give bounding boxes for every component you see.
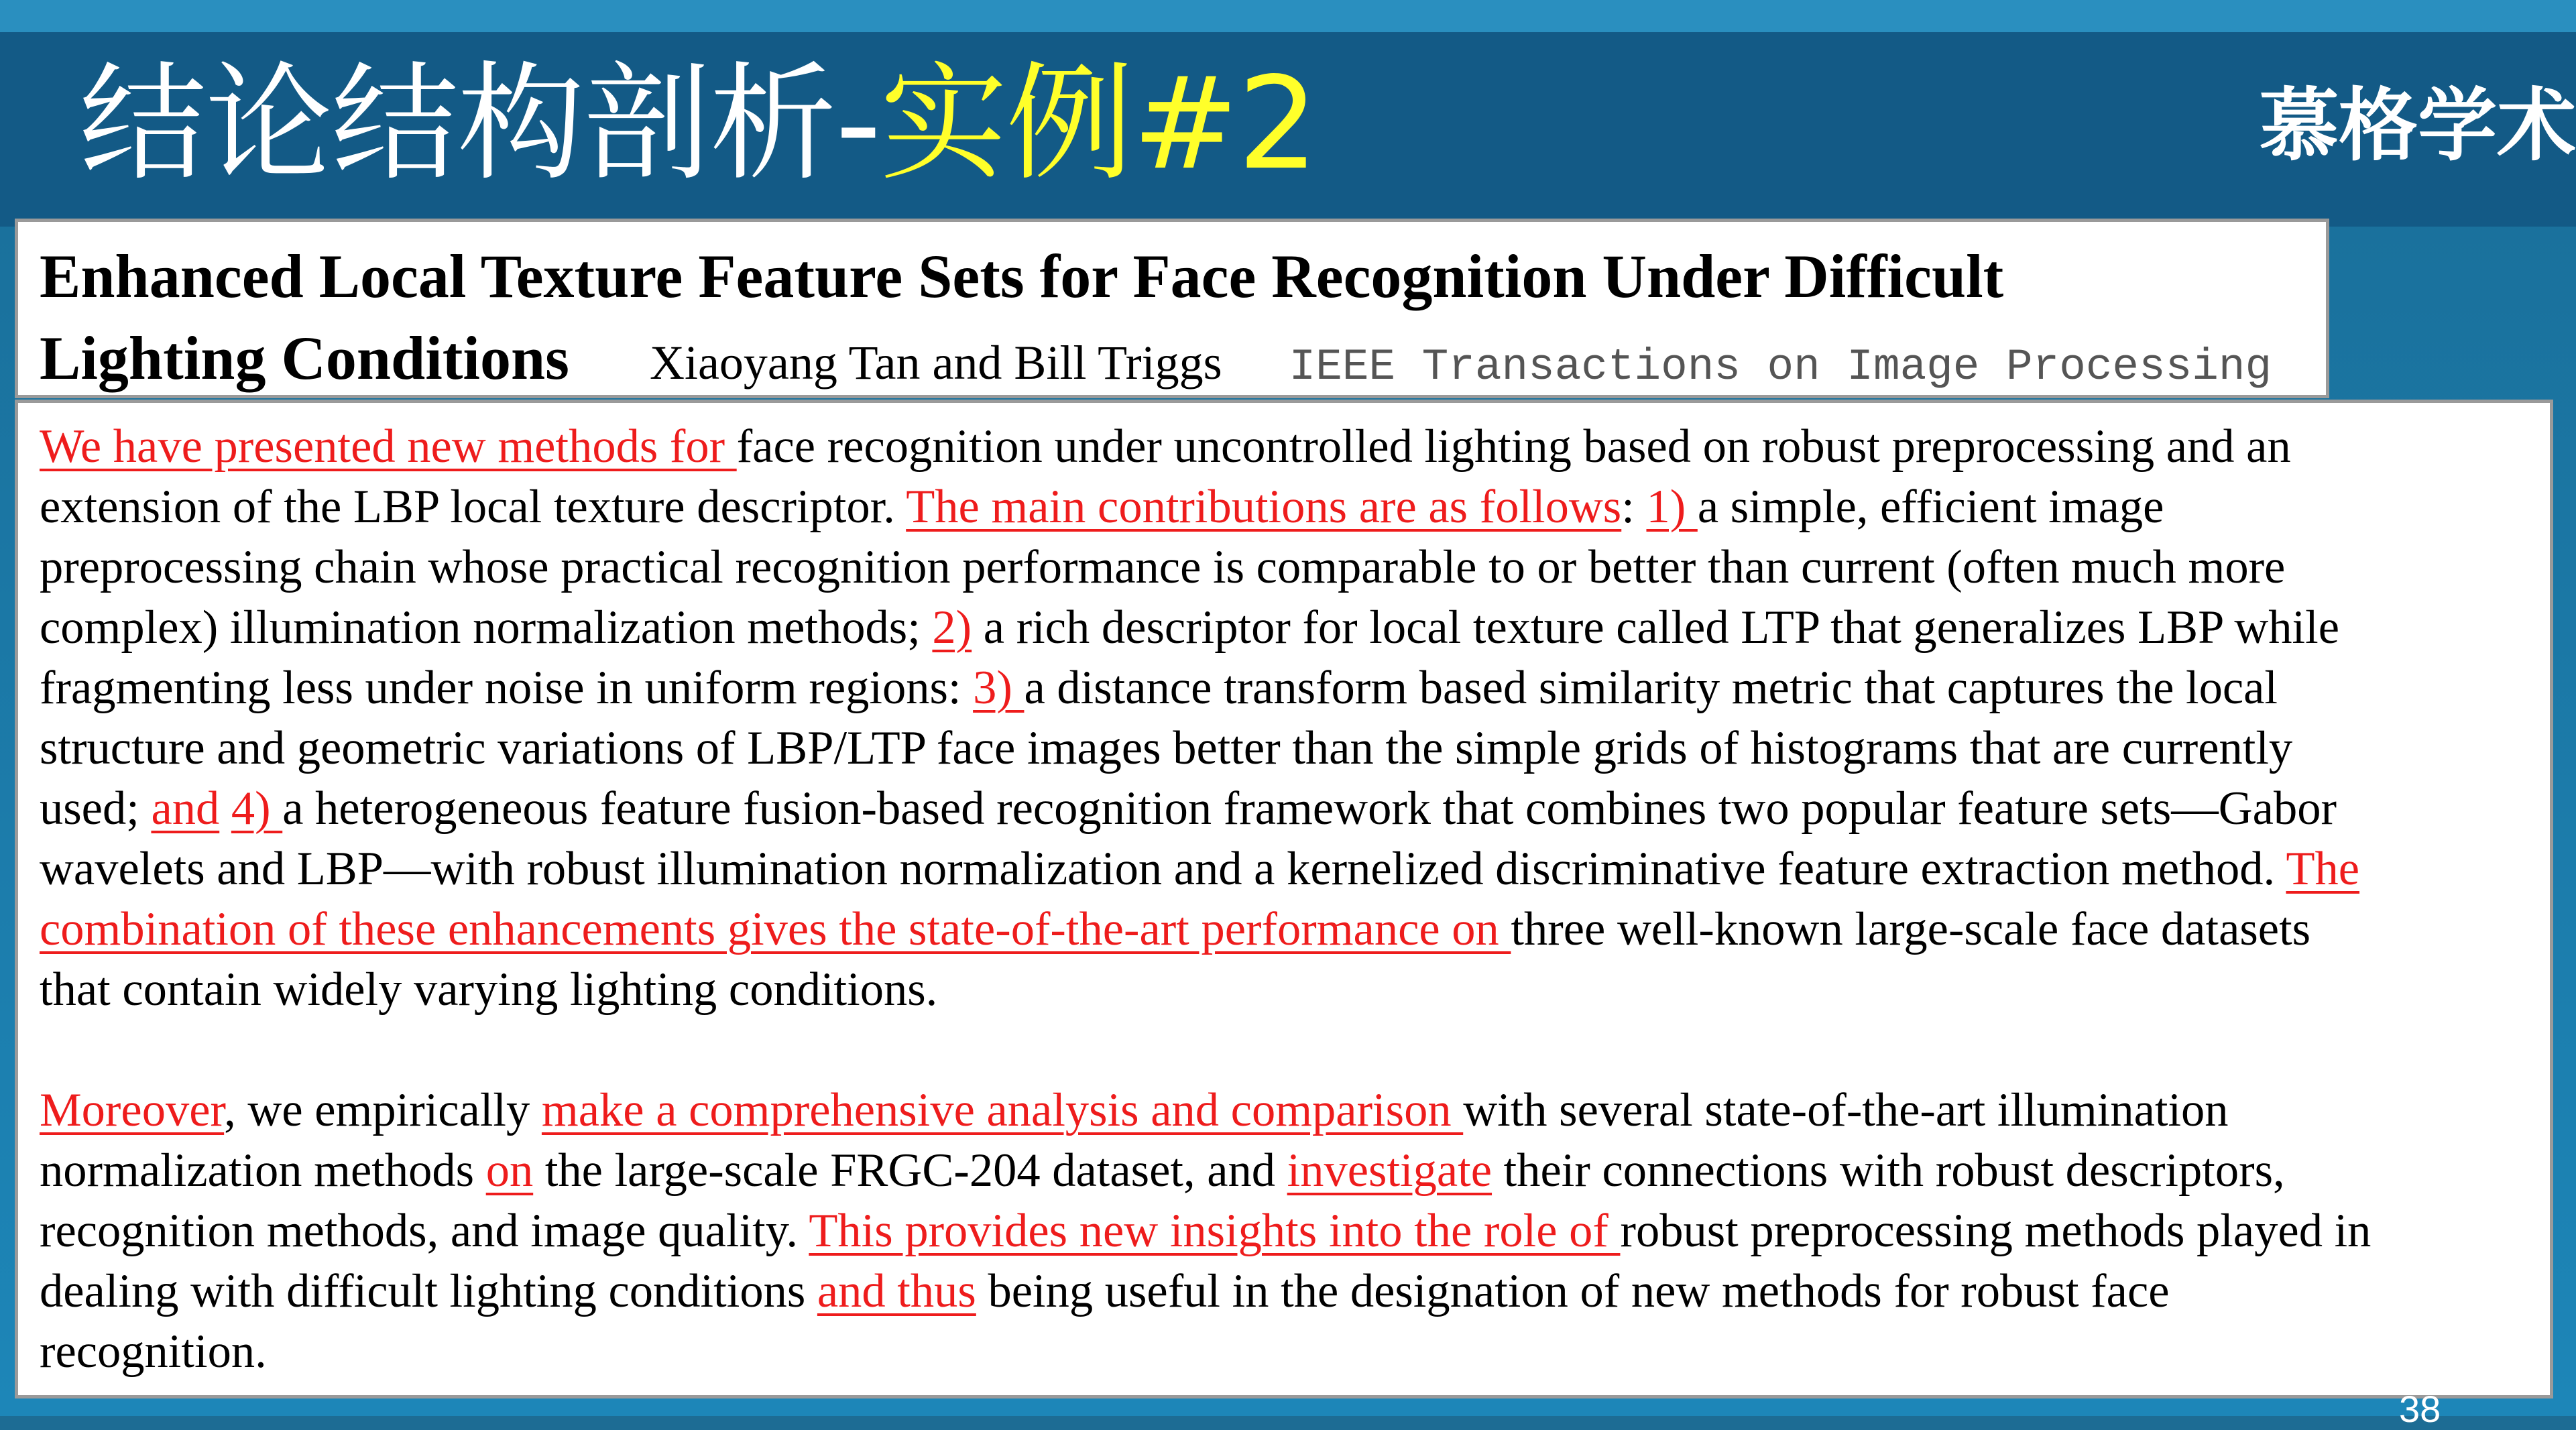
- abstract-text: [40, 416, 2547, 1382]
- slide-title-main: 结论结构剖析-: [79, 50, 880, 198]
- text-segment: being useful in the designation of new methods for robust face: [976, 1265, 2170, 1317]
- text-segment: recognition methods, and image quality.: [40, 1205, 809, 1257]
- top-accent-strip: [0, 0, 2576, 32]
- highlighted-phrase: We have presented new methods for: [40, 420, 737, 473]
- highlighted-phrase: Moreover: [40, 1084, 225, 1136]
- text-segment: dealing with difficult lighting conditions: [40, 1265, 817, 1317]
- abstract-paragraph-2: [40, 1080, 2547, 1382]
- paper-title-line2: Lighting Conditions: [40, 324, 569, 392]
- paper-header-box: [15, 219, 2329, 398]
- paper-title-line1: Enhanced Local Texture Feature Sets for Face Recognition Under Difficult: [40, 242, 2004, 310]
- abstract-line: [40, 1321, 2547, 1382]
- text-segment: that contain widely varying lighting conditions.: [40, 963, 938, 1016]
- text-segment: structure and geometric variations of LBP/LTP face images better than the simple grids of histograms that are currently: [40, 722, 2293, 774]
- page-number: 38: [2399, 1388, 2441, 1430]
- paper-authors: Xiaoyang Tan and Bill Triggs: [649, 336, 1222, 390]
- abstract-box: [15, 400, 2553, 1398]
- brand-logo-text: 慕格学术: [2259, 79, 2576, 172]
- text-segment: a heterogeneous feature fusion-based recognition framework that combines two popular feature sets—Gabor: [282, 782, 2337, 835]
- abstract-line: [40, 658, 2547, 718]
- text-segment: the large-scale FRGC-204 dataset, and: [533, 1144, 1287, 1197]
- abstract-line: [40, 416, 2547, 477]
- paper-journal: IEEE Transactions on Image Processing: [1289, 342, 2272, 392]
- text-segment: a simple, efficient image: [1697, 481, 2164, 533]
- abstract-line: [40, 1261, 2547, 1321]
- text-segment: their connections with robust descriptors,: [1492, 1144, 2285, 1197]
- text-segment: wavelets and LBP—with robust illumination normalization and a kernelized discriminative feature extraction method.: [40, 843, 2286, 895]
- highlighted-phrase: 4): [231, 782, 283, 835]
- highlighted-phrase: combination of these enhancements gives the state-of-the-art performance on: [40, 903, 1511, 955]
- paper-title-line2-row: [40, 317, 2312, 408]
- highlighted-phrase: and thus: [817, 1265, 976, 1317]
- text-segment: preprocessing chain whose practical recognition performance is comparable to or better than current (often much more: [40, 541, 2286, 593]
- text-segment: complex) illumination normalization methods;: [40, 601, 933, 654]
- abstract-line: [40, 899, 2547, 959]
- highlighted-phrase: 1): [1646, 481, 1698, 533]
- text-segment: a distance transform based similarity metric that captures the local: [1024, 662, 2278, 714]
- slide-title: [79, 47, 1318, 201]
- abstract-line: [40, 778, 2547, 839]
- text-segment: [219, 782, 231, 835]
- abstract-line: [40, 1201, 2547, 1261]
- text-segment: with several state-of-the-art illumination: [1463, 1084, 2229, 1136]
- text-segment: a rich descriptor for local texture called LTP that generalizes LBP while: [972, 601, 2340, 654]
- text-segment: robust preprocessing methods played in: [1620, 1205, 2372, 1257]
- abstract-line: [40, 959, 2547, 1020]
- text-segment: recognition.: [40, 1325, 267, 1378]
- highlighted-phrase: on: [485, 1144, 534, 1197]
- abstract-line: [40, 537, 2547, 597]
- abstract-line: [40, 1080, 2547, 1140]
- abstract-line: [40, 718, 2547, 778]
- text-segment: , we empirically: [224, 1084, 542, 1136]
- text-segment: extension of the LBP local texture descriptor.: [40, 481, 906, 533]
- abstract-line: [40, 477, 2547, 537]
- text-segment: normalization methods: [40, 1144, 486, 1197]
- abstract-line: [40, 1140, 2547, 1201]
- text-segment: face recognition under uncontrolled lighting based on robust preprocessing and an: [736, 420, 2291, 473]
- text-segment: :: [1621, 481, 1647, 533]
- highlighted-phrase: make a comprehensive analysis and comparison: [541, 1084, 1464, 1136]
- paper-title: [40, 235, 2312, 408]
- abstract-paragraph-1: [40, 416, 2547, 1020]
- highlighted-phrase: The main contributions are as follows: [906, 481, 1622, 533]
- highlighted-phrase: This provides new insights into the role of: [809, 1205, 1621, 1257]
- highlighted-phrase: 3): [973, 662, 1024, 714]
- text-segment: fragmenting less under noise in uniform regions:: [40, 662, 974, 714]
- highlighted-phrase: 2): [932, 601, 972, 654]
- slide-title-highlight: 实例#2: [880, 50, 1318, 198]
- abstract-line: [40, 839, 2547, 899]
- highlighted-phrase: The: [2286, 843, 2360, 895]
- text-segment: three well-known large-scale face datasets: [1511, 903, 2311, 955]
- abstract-line: [40, 597, 2547, 658]
- highlighted-phrase: and: [151, 782, 220, 835]
- highlighted-phrase: investigate: [1287, 1144, 1492, 1197]
- text-segment: used;: [40, 782, 152, 835]
- paragraph-gap: [40, 1020, 2547, 1080]
